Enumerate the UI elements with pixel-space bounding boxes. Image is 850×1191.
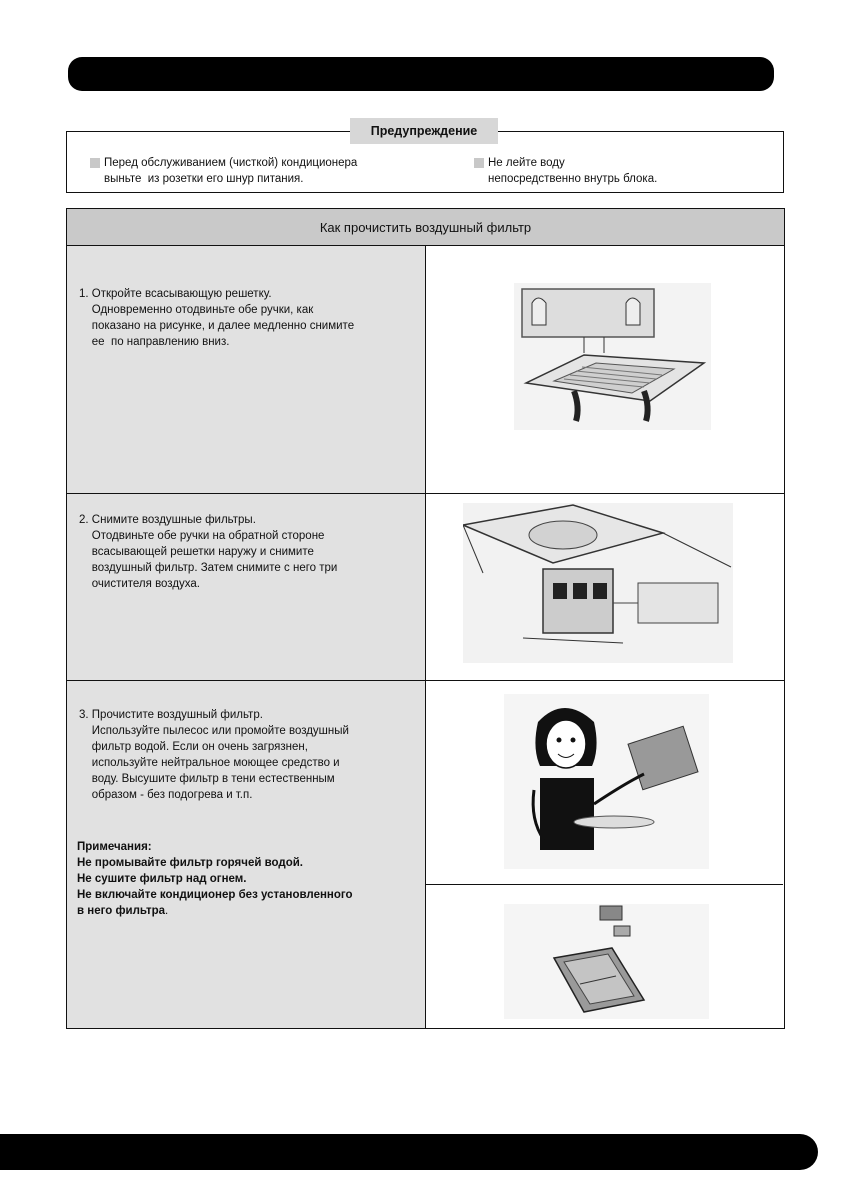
warning-item-power xyxy=(90,155,357,187)
step2-text: 2. Снимите воздушные фильтры. Отодвиньте обе ручки на обратной стороне всасывающей решетки наружу и снимите воздушный фильтр. Затем снимите с него три очистителя воздуха. xyxy=(79,514,338,590)
note-fire: Не сушите фильтр над огнем. xyxy=(77,873,247,885)
warning-title: Предупреждение xyxy=(350,118,498,144)
step1-cell xyxy=(67,246,426,493)
note-no-filter: Не включайте кондиционер без установленного в него фильтра xyxy=(77,889,353,917)
row-divider xyxy=(67,680,784,681)
row-divider xyxy=(67,493,784,494)
notes-title: Примечания: xyxy=(77,841,152,853)
note-no-filter-end: . xyxy=(165,905,169,917)
open-grille-illustration xyxy=(514,283,711,430)
washing-filter-illustration xyxy=(504,694,709,869)
step1-text: 1. Откройте всасывающую решетку. Одновременно отодвиньте обе ручки, как показано на рисунке, и далее медленно снимите ее по направлению вниз. xyxy=(79,288,355,348)
bullet-square-icon xyxy=(90,158,100,168)
step3-cell xyxy=(67,681,426,1028)
table-header: Как прочистить воздушный фильтр xyxy=(67,209,784,246)
note-hot-water: Не промывайте фильтр горячей водой. xyxy=(77,857,303,869)
step3-text: 3. Прочистите воздушный фильтр. Используйте пылесос или промойте воздушный фильтр водой. Если он очень загрязнен, используйте нейтральное моющее средство и воду. Высушите фильтр в тени естественным образом - без подогрева и т.п. xyxy=(79,709,349,801)
notes-block xyxy=(77,839,353,919)
header-bar xyxy=(68,57,774,91)
step2-cell xyxy=(67,494,426,681)
warning-item-water xyxy=(474,155,657,187)
warning-item-water-text: Не лейте воду непосредственно внутрь блока. xyxy=(488,157,658,185)
drying-filter-illustration xyxy=(504,904,709,1019)
footer-bar xyxy=(0,1134,818,1170)
remove-filter-illustration xyxy=(463,503,733,663)
warning-item-power-text: Перед обслуживанием (чисткой) кондиционера выньте из розетки его шнур питания. xyxy=(104,157,358,185)
bullet-square-icon xyxy=(474,158,484,168)
filter-cleaning-table xyxy=(66,208,785,1029)
image-divider xyxy=(426,884,783,885)
